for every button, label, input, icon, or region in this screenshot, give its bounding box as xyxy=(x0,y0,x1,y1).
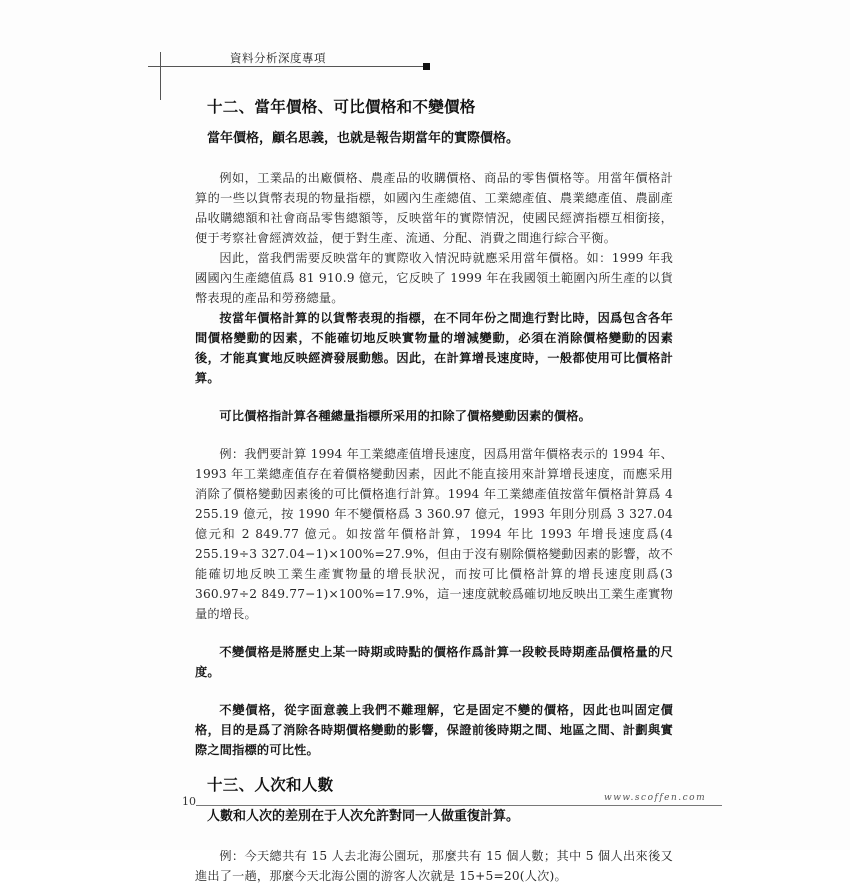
page-number: 10 xyxy=(182,795,196,808)
main-content xyxy=(195,96,673,886)
section-heading-12: 十二、當年價格、可比價格和不變價格 xyxy=(207,98,476,116)
header-square-marker xyxy=(423,63,430,70)
definition-comparable-price: 可比價格指計算各種總量指標所采用的扣除了價格變動因素的價格。 xyxy=(219,409,592,423)
paragraph-current-price-usage: 因此，當我們需要反映當年的實際收入情況時就應采用當年價格。如：1999 年我國國內生產總值爲 81 910.9 億元，它反映了 1999 年在我國領土範圍內所生產的以貨幣表現的產品和勞務總量。 xyxy=(195,251,673,305)
paragraph-constant-price-purpose: 不變價格，從字面意義上我們不難理解，它是固定不變的價格，因此也叫固定價格，目的是爲了消除各時期價格變動的影響，保證前後時期之間、地區之間、計劃與實際之間指標的可比性。 xyxy=(195,703,673,757)
paragraph-current-price-example: 例如，工業品的出廠價格、農產品的收購價格、商品的零售價格等。用當年價格計算的一些以貨幣表現的物量指標，如國內生產總值、工業總產值、農業總產值、農副產品收購總額和社會商品零售總額等，反映當年的實際情況，使國民經濟指標互相銜接，便于考察社會經濟效益，便于對生產、流通、分配、消費之間進行綜合平衡。 xyxy=(195,171,673,245)
definition-person-times: 人數和人次的差別在于人次允許對同一人做重復計算。 xyxy=(207,809,520,824)
paragraph-comparable-price-need: 按當年價格計算的以貨幣表現的指標，在不同年份之間進行對比時，因爲包含各年間價格變動的因素，不能確切地反映實物量的增減變動，必須在消除價格變動的因素後，才能真實地反映經濟發展動態。因此，在計算增長速度時，一般都使用可比價格計算。 xyxy=(195,311,673,385)
section-heading-13: 十三、人次和人數 xyxy=(207,776,334,794)
header-horizontal-rule xyxy=(148,66,426,67)
header-vertical-rule xyxy=(160,52,161,100)
running-header-title: 資料分析深度專項 xyxy=(230,51,326,65)
paragraph-person-times-example: 例：今天總共有 15 人去北海公園玩，那麼共有 15 個人數；其中 5 個人出來後又進出了一趟，那麼今天北海公園的游客人次就是 15+5=20(人次)。 xyxy=(195,849,673,883)
definition-constant-price: 不變價格是將歷史上某一時期或時點的價格作爲計算一段較長時期產品價格量的尺度。 xyxy=(195,645,673,679)
paragraph-growth-rate-example: 例：我們要計算 1994 年工業總產值增長速度，因爲用當年價格表示的 1994 年、1993 年工業總產值存在着價格變動因素，因此不能直接用來計算增長速度，而應采用消除了價格變動因素後的可比價格進行計算。1994 年工業總產值按當年價格計算爲 4 255.19 億元，按 1990 年不變價格爲 3 360.97 億元，1993 年則分別爲 3 327.04 億元和 2 849.77 億元。如按當年價格計算，1994 年比 1993 年增長速度爲(4 255.19÷3 327.04−1)×100%=27.9%，但由于沒有剔除價格變動因素的影響，故不能確切地反映工業生產實物量的增長狀況，而按可比價格計算的增長速度則爲(3 360.97÷2 849.77−1)×100%=17.9%，這一速度就較爲確切地反映出工業生產實物量的增長。 xyxy=(195,447,673,621)
footer-url: www.scoffen.com xyxy=(604,793,707,803)
definition-current-price: 當年價格，顧名思義，也就是報告期當年的實際價格。 xyxy=(207,131,520,146)
footer-rule xyxy=(196,805,722,806)
